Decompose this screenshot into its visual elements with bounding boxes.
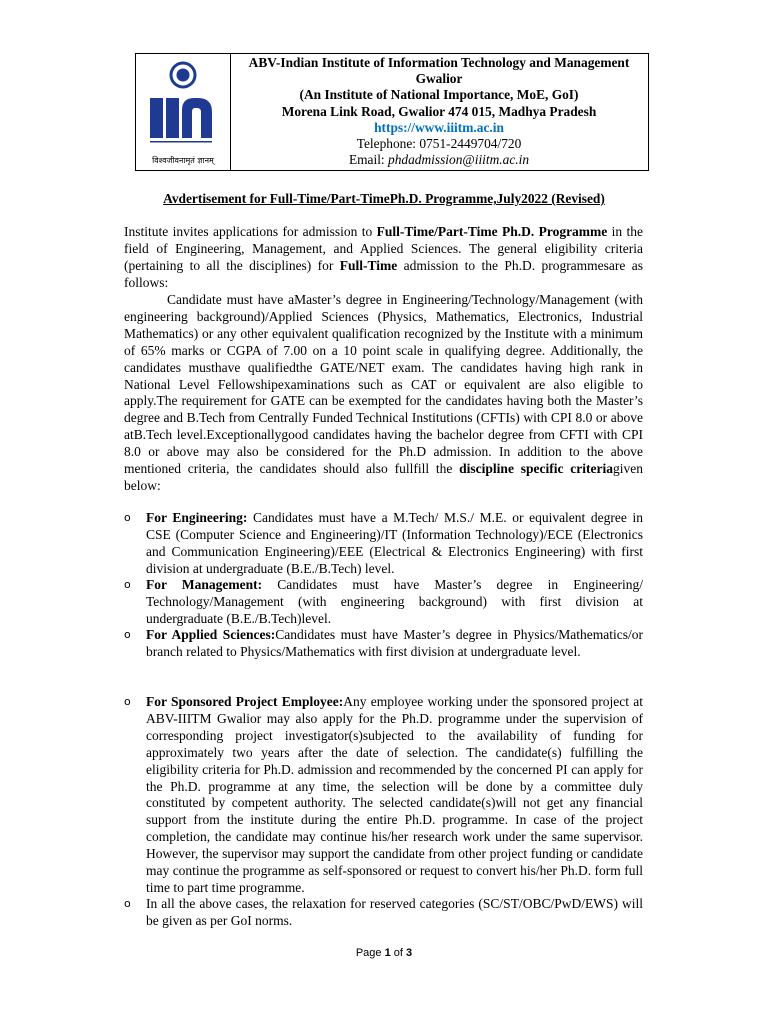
criteria-heading: For Management: xyxy=(146,577,263,592)
criteria-text: In all the above cases, the relaxation for reserved categories (SC/ST/OBC/PwD/EWS) will be given as per GoI norms. xyxy=(146,896,643,928)
eligibility-text-end: given below: xyxy=(124,461,643,493)
total-pages: 3 xyxy=(406,947,413,959)
criteria-text: Any employee working under the sponsored project at ABV-IIITM Gwalior may also apply for the Ph.D. programme under the supervision of corresponding project investigator(s)subjected to the availability of funding for approximately two years after the date of selection. The candidate(s) fulfilling the eligibility criteria for Ph.D. admission and recommended by the concerned PI can apply for the Ph.D. programme at any time, the selection will be done by a committee duly constituted by competent authority. The selected candidate(s)will not get any financial support from the institute during the entire Ph.D. programme. In case of the project completion, the candidate may continue his/her research work under the same supervisor. However, the supervisor may support the candidate from other project funding or candidate may continue the programme as self-sponsored or request to convert his/her Ph.D. form full time to part time programme. xyxy=(146,694,644,895)
criteria-applied-sciences xyxy=(124,627,643,661)
document-title: Avdertisement for Full-Time/Part-TimePh.D. Programme,July2022 (Revised) xyxy=(163,191,605,206)
intro-text-2: in the field of Engineering, Management, and Applied Sciences. The general eligibility criteria (pertaining to all the disciplines) for xyxy=(124,224,644,273)
programme-name: Full-Time/Part-Time Ph.D. Programme xyxy=(376,224,608,239)
criteria-engineering xyxy=(124,510,643,578)
telephone: Telephone: 0751-2449704/720 xyxy=(356,136,522,152)
criteria-text: Candidates must have Master’s degree in Engineering/ Technology/Management (with engineering background) with first division at undergraduate (B.E./B.Tech)level. xyxy=(146,577,643,626)
page-footer xyxy=(0,947,768,959)
intro-text-3: admission to the Ph.D. programmesare as follows: xyxy=(124,257,643,290)
intro-text-1: Institute invites applications for admission to xyxy=(124,224,377,239)
bullet-icon: o xyxy=(124,628,131,641)
logo-motto: विश्वजीवनामृतं ज्ञानम् xyxy=(152,156,214,165)
criteria-sponsored-project xyxy=(124,694,643,897)
discipline-criteria-label: discipline specific criteria xyxy=(459,461,613,477)
logo-cell xyxy=(136,54,231,170)
institute-name: ABV-Indian Institute of Information Technology and Management Gwalior xyxy=(248,55,630,87)
email-label: Email: xyxy=(348,152,389,168)
bullet-icon: o xyxy=(124,578,131,591)
eligibility-paragraph xyxy=(124,292,643,495)
email-link[interactable]: phdadmission@iiitm.ac.in xyxy=(388,152,530,168)
criteria-relaxation xyxy=(124,896,643,930)
full-time-label: Full-Time xyxy=(339,257,398,273)
bullet-icon: o xyxy=(124,511,131,524)
criteria-text: Candidates must have Master’s degree in Physics/Mathematics/or branch related to Physics/Mathematics with first division at undergraduate level. xyxy=(146,627,643,659)
email-line xyxy=(230,152,648,168)
website-link[interactable]: https://www.iiitm.ac.in xyxy=(374,119,504,135)
criteria-heading: For Engineering: xyxy=(146,510,248,525)
of-word: of xyxy=(390,947,407,959)
institute-info xyxy=(230,55,648,168)
eligibility-text: Candidate must have aMaster’s degree in Engineering/Technology/Management (with engineering background)/Applied Sciences (Physics, Mathematics, Electronics, Industrial Mathematics) or any other equivalent qualification recognized by the Institute with a minimum of 65% marks or CGPA of 7.00 on a 10 point scale in qualifying degree. Additionally, the candidates musthave qualifiedthe GATE/NET exam. The candidates having high rank in National Level Fellowshipexaminations such as CAT or equivalent are also eligible to apply.The requirement for GATE can be exempted for the candidates having both the Master’s degree and B.Tech from Centrally Funded Technical Institutions (CFTIs) with CPI 8.0 or above atB.Tech level.Exceptionallygood candidates having the bachelor degree from CFTI with CPI 8.0 or above may also be considered for the Ph.D admission. In addition to the above mentioned criteria, the candidates should also fullfill the xyxy=(124,292,643,477)
page-word: Page xyxy=(355,947,385,959)
intro-paragraph xyxy=(124,224,643,292)
institute-address: Morena Link Road, Gwalior 474 015, Madhya Pradesh xyxy=(281,103,597,119)
current-page: 1 xyxy=(384,947,391,959)
letterhead xyxy=(135,53,649,171)
criteria-heading: For Sponsored Project Employee: xyxy=(146,694,344,709)
criteria-heading: For Applied Sciences: xyxy=(146,627,276,642)
criteria-text: Candidates must have a M.Tech/ M.S./ M.E. or equivalent degree in CSE (Computer Science and Engineering)/IT (Information Technology)/ECE (Electronics and Communication Engineering)/EEE (Electrical & Electronics Engineering) with first division at undergraduate (B.E./B.Tech) level. xyxy=(146,510,644,576)
institute-logo xyxy=(144,58,222,156)
criteria-management xyxy=(124,577,643,628)
institute-status: (An Institute of National Importance, MoE, GoI) xyxy=(299,87,579,103)
bullet-icon: o xyxy=(124,897,131,910)
bullet-icon: o xyxy=(124,695,131,708)
